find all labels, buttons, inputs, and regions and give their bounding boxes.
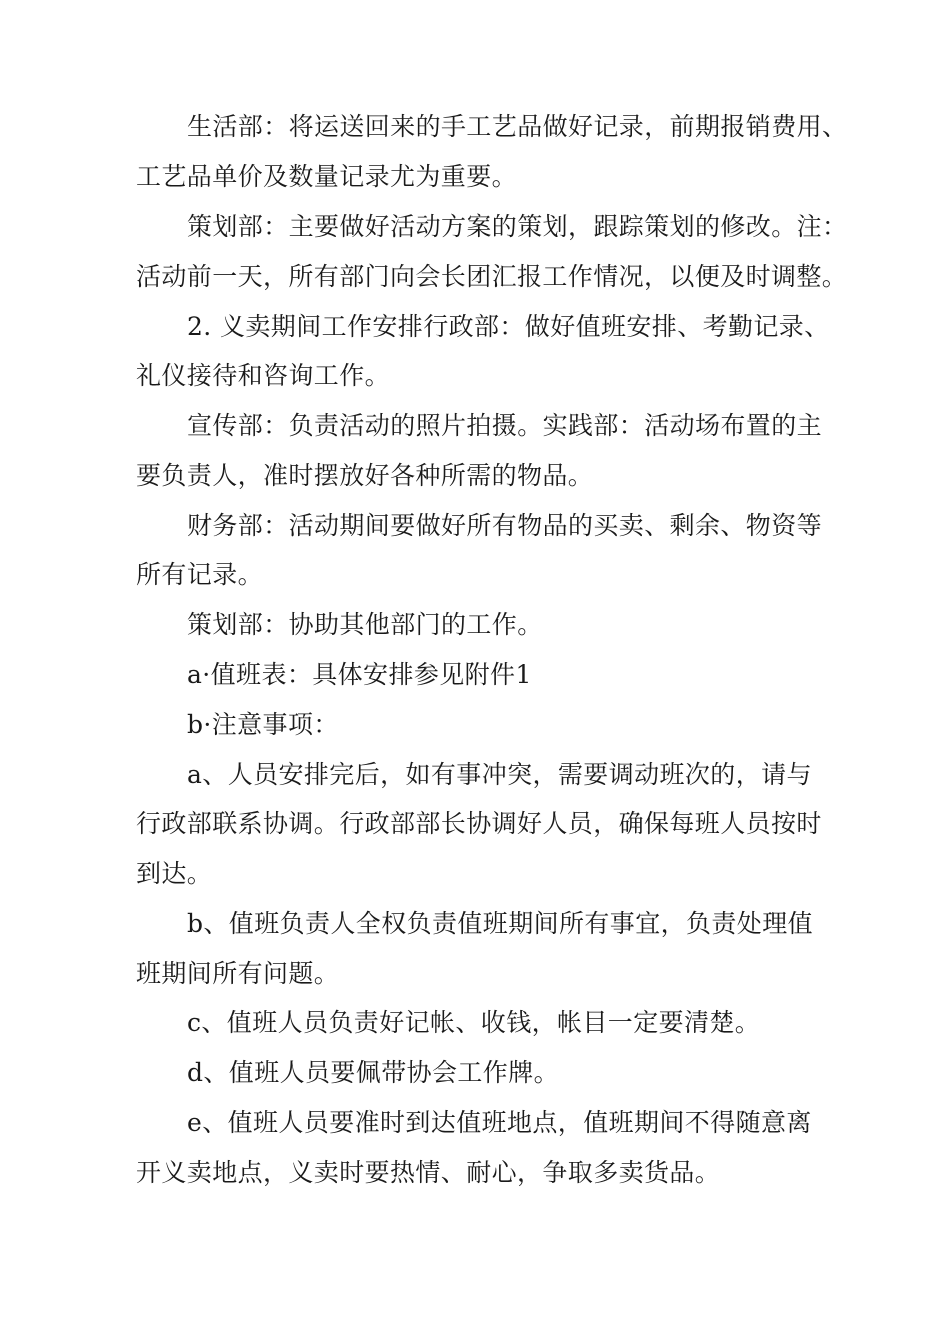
- text-line: 财务部：活动期间要做好所有物品的买卖、剩余、物资等: [187, 511, 823, 540]
- text-line: 班期间所有问题。: [136, 959, 340, 988]
- text-line: a、人员安排完后，如有事冲突，需要调动班次的，请与: [187, 760, 812, 789]
- text-line: 礼仪接待和咨询工作。: [136, 361, 391, 390]
- text-line: 活动前一天，所有部门向会长团汇报工作情况，以便及时调整。: [136, 262, 848, 291]
- text-line: 策划部：主要做好活动方案的策划，跟踪策划的修改。注：: [187, 212, 848, 241]
- text-line: e、值班人员要准时到达值班地点，值班期间不得随意离: [187, 1108, 812, 1137]
- text-line: 开义卖地点，义卖时要热情、耐心，争取多卖货品。: [136, 1158, 721, 1187]
- text-line: 所有记录。: [136, 560, 264, 589]
- text-line: d、值班人员要佩带协会工作牌。: [187, 1058, 560, 1087]
- text-line: 策划部：协助其他部门的工作。: [187, 610, 543, 639]
- text-line: 生活部：将运送回来的手工艺品做好记录，前期报销费用、: [187, 112, 848, 141]
- text-line: 工艺品单价及数量记录尤为重要。: [136, 162, 518, 191]
- text-line: 要负责人，准时摆放好各种所需的物品。: [136, 461, 594, 490]
- text-line: 宣传部：负责活动的照片拍摄。实践部：活动场布置的主: [187, 411, 823, 440]
- text-line: a·值班表：具体安排参见附件1: [187, 660, 532, 689]
- text-line: 到达。: [136, 859, 213, 888]
- text-line: b、值班负责人全权负责值班期间所有事宜，负责处理值: [187, 909, 814, 938]
- text-line: b·注意事项：: [187, 710, 339, 739]
- text-line: 2. 义卖期间工作安排行政部：做好值班安排、考勤记录、: [187, 312, 830, 341]
- text-line: c、值班人员负责好记帐、收钱，帐目一定要清楚。: [187, 1008, 761, 1037]
- text-line: 行政部联系协调。行政部部长协调好人员，确保每班人员按时: [136, 809, 822, 838]
